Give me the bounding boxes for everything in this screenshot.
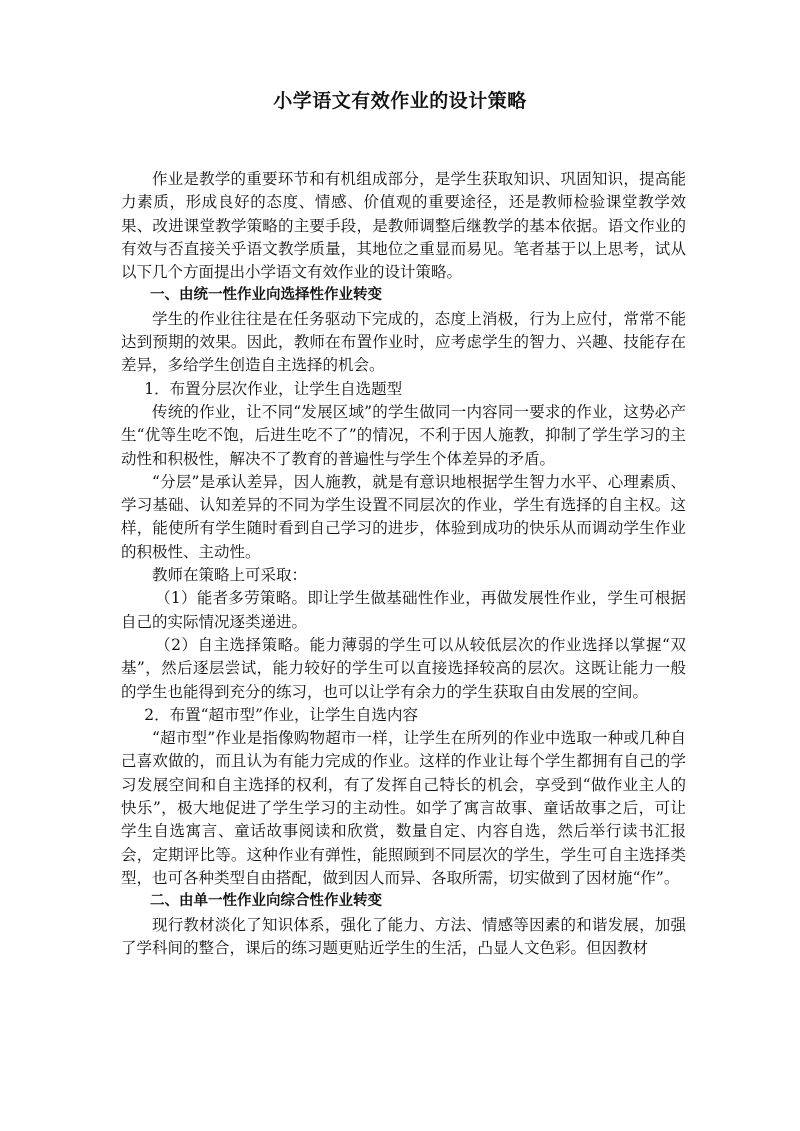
document-body [121, 168, 686, 960]
subheading-1: 1．布置分层次作业，让学生自选题型 [144, 379, 403, 398]
strategy-item-2: （2）自主选择策略。能力薄弱的学生可以从较低层次的作业选择以掌握“双基”，然后逐层尝试，能力较好的学生可以直接选择较高的层次。这既让能力一般的学生也能得到充分的练习，也可以让学有余力的学生获取自由发展的空间。 [121, 635, 686, 701]
body-paragraph: 学生的作业往往是在任务驱动下完成的，态度上消极，行为上应付，常常不能达到预期的效果。因此，教师在布置作业时，应考虑学生的智力、兴趣、技能存在差异，多给学生创造自主选择的机会。 [121, 309, 686, 375]
subheading-2: 2．布置“超市型”作业，让学生自选内容 [144, 705, 418, 724]
strategy-item-1: （1）能者多劳策略。即让学生做基础性作业，再做发展性作业，学生可根据自己的实际情况逐类递进。 [121, 589, 686, 631]
body-paragraph: “分层”是承认差异，因人施教，就是有意识地根据学生智力水平、心理素质、学习基础、认知差异的不同为学生设置不同层次的作业，学生有选择的自主权。这样，能使所有学生随时看到自己学习的进步，体验到成功的快乐从而调动学生作业的积极性、主动性。 [121, 472, 686, 561]
body-paragraph: 现行教材淡化了知识体系，强化了能力、方法、情感等因素的和谐发展，加强了学科间的整合，课后的练习题更贴近学生的生活，凸显人文色彩。但因教材 [121, 915, 686, 957]
body-paragraph: 传统的作业，让不同“发展区域”的学生做同一内容同一要求的作业，这势必产生“优等生吃不饱，后进生吃不了”的情况，不利于因人施教，抑制了学生学习的主动性和积极性，解决不了教育的普遍性与学生个体差异的矛盾。 [121, 402, 686, 468]
body-paragraph: 教师在策略上可采取： [152, 566, 308, 585]
body-paragraph: “超市型”作业是指像购物超市一样，让学生在所列的作业中选取一种或几种自己喜欢做的，而且认为有能力完成的作业。这样的作业让每个学生都拥有自己的学习发展空间和自主选择的权利，有了发挥自己特长的机会，享受到“做作业主人的快乐”，极大地促进了学生学习的主动性。如学了寓言故事、童话故事之后，可让学生自选寓言、童话故事阅读和欣赏，数量自定、内容自选，然后举行读书汇报会，定期评比等。这种作业有弹性，能照顾到不同层次的学生，学生可自主选择类型，也可各种类型自由搭配，做到因人而异、各取所需，切实做到了因材施“作”。 [121, 729, 686, 887]
document-title: 小学语文有效作业的设计策略 [273, 90, 527, 112]
section-heading-1: 一、由统一性作业向选择性作业转变 [150, 287, 382, 304]
section-heading-2: 二、由单一性作业向综合性作业转变 [150, 893, 382, 910]
intro-paragraph: 作业是教学的重要环节和有机组成部分，是学生获取知识、巩固知识，提高能力素质，形成良好的态度、情感、价值观的重要途径，还是教师检验课堂教学效果、改进课堂教学策略的主要手段，是教师调整后继教学的基本依据。语文作业的有效与否直接关乎语文教学质量，其地位之重显而易见。笔者基于以上思考，试从以下几个方面提出小学语文有效作业的设计策略。 [121, 170, 686, 282]
